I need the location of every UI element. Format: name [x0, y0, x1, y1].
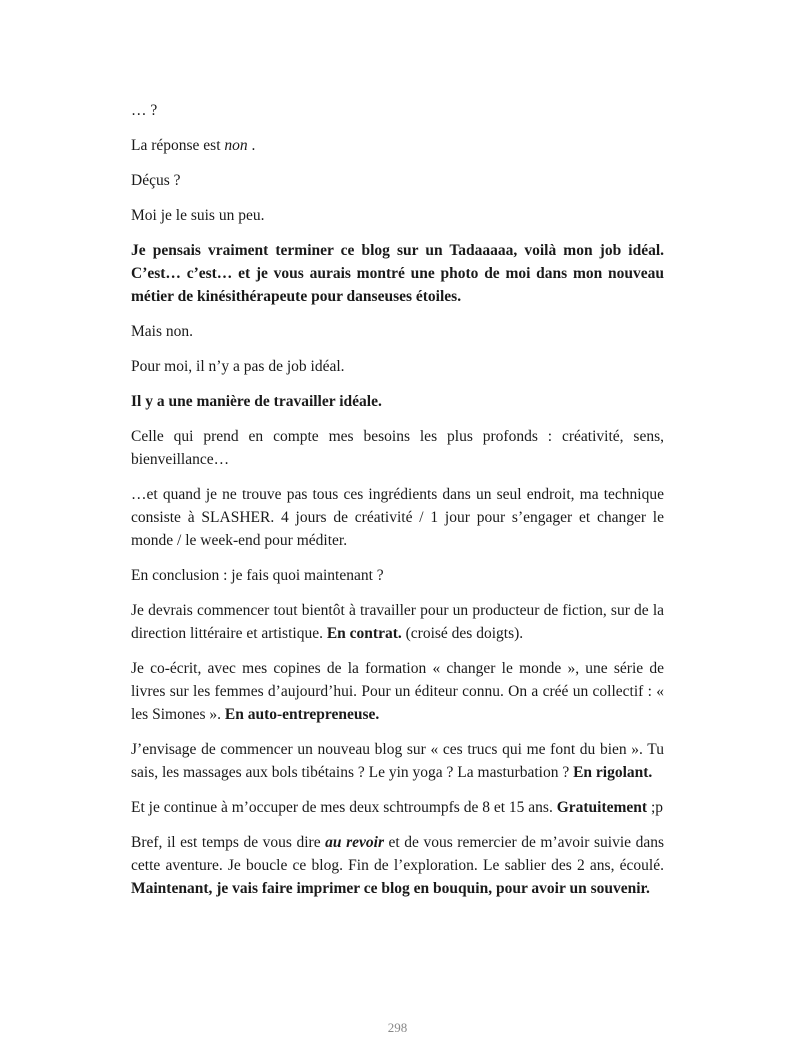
bullet-text: Je co-écrit, avec mes copines de la formation « changer le monde », une série de livres sur les femmes d’aujourd’hui. Pour un éditeur connu. On a créé un collectif : « les Simones ». [131, 660, 664, 723]
bullet-bold: En rigolant. [573, 764, 653, 781]
paragraph-mais-non: Mais non. [131, 323, 193, 340]
paragraph-job-ideal: Pour moi, il n’y a pas de job idéal. [131, 358, 345, 375]
paragraph-closing [131, 831, 664, 900]
bullet-text: J’envisage de commencer un nouveau blog sur « ces trucs qui me font du bien ». Tu sais, les massages aux bols tibétains ? Le yin yoga ? La masturbation ? [131, 741, 664, 781]
bullet-item [131, 599, 664, 645]
answer-end: . [247, 137, 256, 154]
bullet-item [131, 657, 664, 726]
answer-text: La réponse est [131, 137, 225, 154]
bullet-bold: Gratuitement [556, 799, 648, 816]
closing-bold: Maintenant, je vais faire imprimer ce blog en bouquin, pour avoir un souvenir. [131, 880, 650, 897]
page-content [131, 99, 664, 912]
answer-emphasis: non [224, 137, 248, 154]
bullet-bold: En auto-entrepreneuse. [224, 706, 380, 723]
bullet-item [131, 738, 664, 784]
paragraph-answer [131, 134, 664, 157]
page-number: 298 [387, 1020, 408, 1035]
paragraph-decus: Déçus ? [131, 172, 181, 189]
maniere-bold: Il y a une manière de travailler idéale. [131, 393, 382, 410]
closing-mid: et de vous remercier de m’avoir suivie dans cette aventure. Je boucle ce blog. Fin de l’exploration. Le sablier des 2 ans, écoulé. [131, 834, 665, 874]
bullet-text: Je devrais commencer tout bientôt à travailler pour un producteur de fiction, sur de la direction littéraire et artistique. [131, 602, 664, 642]
bullet-bold: En contrat. [326, 625, 402, 642]
paragraph-slasher: …et quand je ne trouve pas tous ces ingrédients dans un seul endroit, ma technique consiste à SLASHER. 4 jours de créativité / 1 jour pour s’engager et changer le monde / le week-end pour méditer. [131, 486, 664, 549]
closing-text: Bref, il est temps de vous dire [131, 834, 326, 851]
bullet-tail: ;p [647, 799, 664, 816]
closing-emphasis [325, 834, 384, 851]
paragraph-ellipsis: … ? [131, 102, 158, 119]
tadaaaa-bold: Je pensais vraiment terminer ce blog sur un Tadaaaaa, voilà mon job idéal. C’est… c’est… et je vous aurais montré une photo de moi dans mon nouveau métier de kinésithérapeute pour danseuses étoiles. [131, 242, 664, 305]
paragraph-moi: Moi je le suis un peu. [131, 207, 265, 224]
bullet-item [131, 796, 664, 819]
paragraph-maniere [131, 390, 664, 413]
paragraph-conclusion: En conclusion : je fais quoi maintenant ? [131, 567, 384, 584]
paragraph-besoins: Celle qui prend en compte mes besoins les plus profonds : créativité, sens, bienveillance… [131, 428, 664, 468]
bullet-text: Et je continue à m’occuper de mes deux schtroumpfs de 8 et 15 ans. [131, 799, 557, 816]
bullet-tail: (croisé des doigts). [401, 625, 524, 642]
closing-emphasis-italic: au revoir [325, 834, 384, 851]
paragraph-tadaaaa [131, 239, 664, 308]
